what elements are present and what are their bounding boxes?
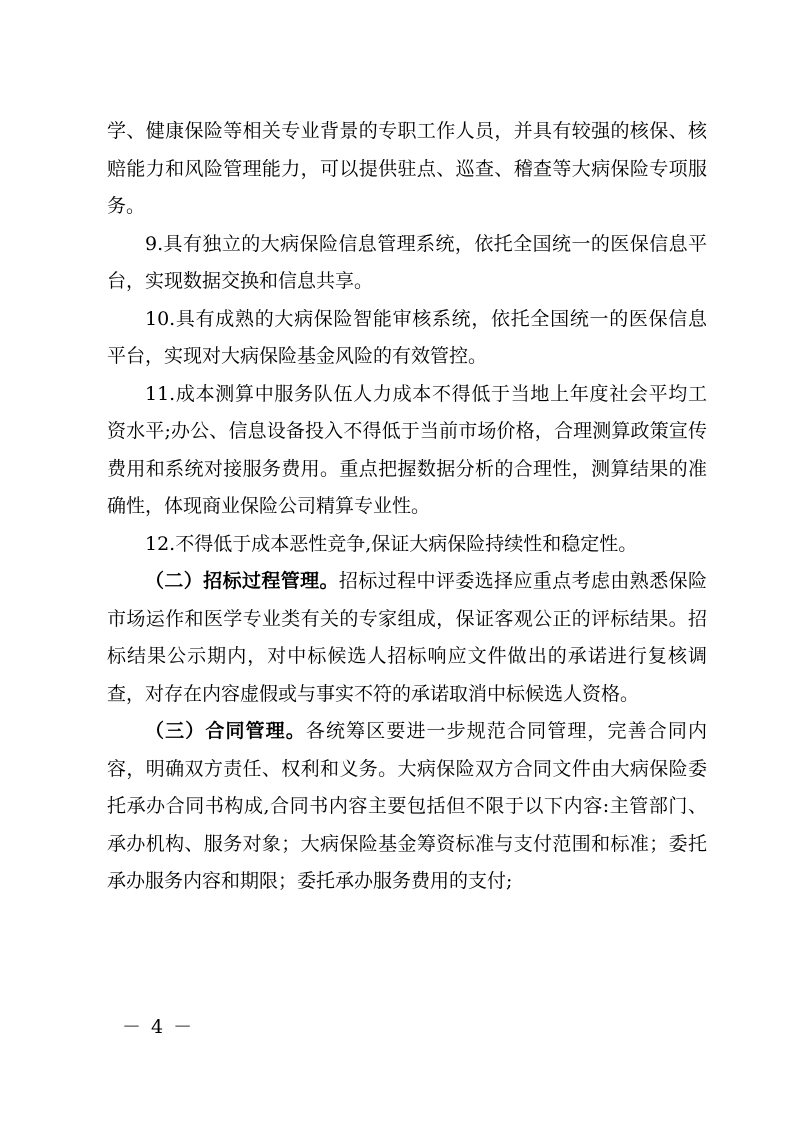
paragraph-contract-management <box>107 713 707 901</box>
section-text-contract: 各统筹区要进一步规范合同管理，完善合同内容，明确双方责任、权利和义务。大病保险双方合同文件由大病保险委托承办合同书构成,合同书内容主要包括但不限于以下内容:主管部门、承办机构、服务对象；大病保险基金筹资标准与支付范围和标准；委托承办服务内容和期限；委托承办服务费用的支付; <box>107 720 707 892</box>
section-heading-contract: （三）合同管理。 <box>145 720 306 742</box>
paragraph-item-12: 12.不得低于成本恶性竞争,保证大病保险持续性和稳定性。 <box>145 532 638 555</box>
page-number: － 4 － <box>122 1016 195 1038</box>
document-body <box>107 113 707 901</box>
paragraph-item-11: 11.成本测算中服务队伍人力成本不得低于当地上年度社会平均工资水平;办公、信息设备投入不得低于当前市场价格，合理测算政策宣传费用和系统对接服务费用。重点把握数据分析的合理性，测算结果的准确性，体现商业保险公司精算专业性。 <box>107 382 707 517</box>
paragraph-continuation: 学、健康保险等相关专业背景的专职工作人员，并具有较强的核保、核赔能力和风险管理能力，可以提供驻点、巡查、稽查等大病保险专项服务。 <box>107 120 707 217</box>
paragraph-item-10: 10.具有成熟的大病保险智能审核系统，依托全国统一的医保信息平台，实现对大病保险基金风险的有效管控。 <box>107 307 707 367</box>
paragraph-bidding-management <box>107 563 707 713</box>
paragraph-item-9: 9.具有独立的大病保险信息管理系统，依托全国统一的医保信息平台，实现数据交换和信息共享。 <box>107 232 707 292</box>
section-heading-bidding: （二）招标过程管理。 <box>145 570 339 592</box>
section-text-bidding: 招标过程中评委选择应重点考虑由熟悉保险市场运作和医学专业类有关的专家组成，保证客观公正的评标结果。招标结果公示期内，对中标候选人招标响应文件做出的承诺进行复核调查，对存在内容虚假或与事实不符的承诺取消中标候选人资格。 <box>107 570 707 705</box>
